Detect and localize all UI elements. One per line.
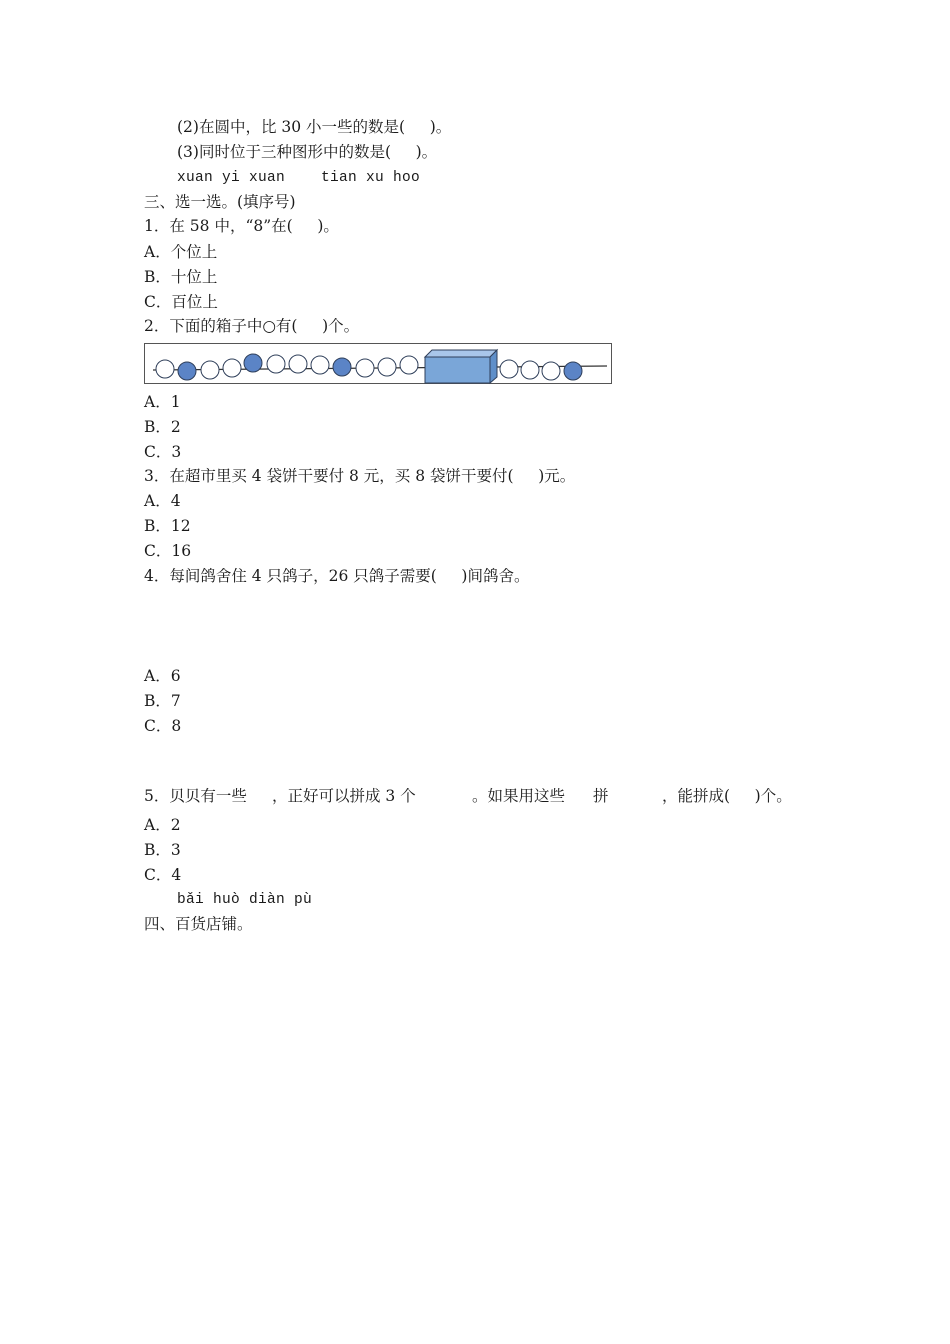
bead-empty bbox=[378, 358, 396, 376]
question-5-stem-part-1: 5．贝贝有一些 bbox=[144, 787, 247, 805]
bead-empty bbox=[156, 360, 174, 378]
question-5-stem-part-2: ，正好可以拼成 3 个 bbox=[272, 787, 416, 805]
question-1-option-c: C．百位上 bbox=[144, 293, 218, 311]
question-3-option-b: B．12 bbox=[144, 517, 191, 535]
section-3-pinyin: xuan yi xuan tian xu hoo bbox=[177, 170, 421, 186]
question-3-option-a: A．4 bbox=[144, 492, 181, 510]
bead-filled bbox=[178, 362, 196, 380]
bead-empty bbox=[521, 361, 539, 379]
section-4-pinyin: bǎi huò diàn pù bbox=[177, 892, 313, 908]
question-1-option-b: B．十位上 bbox=[144, 268, 218, 286]
question-5-option-b: B．3 bbox=[144, 841, 181, 859]
bead-empty bbox=[201, 361, 219, 379]
bead-filled bbox=[564, 362, 582, 380]
question-4-option-c: C．8 bbox=[144, 717, 182, 735]
question-3-stem: 3．在超市里买 4 袋饼干要付 8 元，买 8 袋饼干要付( )元。 bbox=[144, 467, 576, 485]
bead-filled bbox=[333, 358, 351, 376]
bead-empty bbox=[223, 359, 241, 377]
question-2-option-c: C．3 bbox=[144, 443, 182, 461]
question-5-stem-part-3: 。如果用这些 bbox=[472, 787, 566, 805]
section-3-heading: 三、选一选。(填序号) bbox=[144, 193, 296, 211]
bead-filled bbox=[244, 354, 262, 372]
question-5-stem-part-5: ，能拼成( )个。 bbox=[662, 787, 792, 805]
bead-empty bbox=[267, 355, 285, 373]
question-5-option-c: C．4 bbox=[144, 866, 182, 884]
question-2-3: (3)同时位于三种图形中的数是( )。 bbox=[177, 143, 438, 161]
question-2-option-b: B．2 bbox=[144, 418, 181, 436]
question-4-option-b: B．7 bbox=[144, 692, 181, 710]
bead-empty bbox=[311, 356, 329, 374]
question-5-stem-part-4: 拼 bbox=[593, 787, 609, 805]
question-1-option-a: A．个位上 bbox=[144, 243, 218, 261]
bead-empty bbox=[500, 360, 518, 378]
bead-empty bbox=[356, 359, 374, 377]
question-4-stem: 4．每间鸽舍住 4 只鸽子，26 只鸽子需要( )间鸽舍。 bbox=[144, 567, 530, 585]
bead-empty bbox=[289, 355, 307, 373]
question-1-stem: 1．在 58 中，“8”在( )。 bbox=[144, 217, 339, 235]
covering-box bbox=[425, 350, 497, 383]
question-2-option-a: A．1 bbox=[144, 393, 181, 411]
section-4-heading: 四、百货店铺。 bbox=[144, 915, 253, 933]
bead-empty bbox=[542, 362, 560, 380]
question-2-stem: 2．下面的箱子中○有( )个。 bbox=[144, 317, 360, 335]
question-5-option-a: A．2 bbox=[144, 816, 181, 834]
bead-string-figure bbox=[144, 343, 612, 384]
question-3-option-c: C．16 bbox=[144, 542, 192, 560]
bead-empty bbox=[400, 356, 418, 374]
question-2-2: (2)在圆中，比 30 小一些的数是( )。 bbox=[177, 118, 452, 136]
question-4-option-a: A．6 bbox=[144, 667, 181, 685]
